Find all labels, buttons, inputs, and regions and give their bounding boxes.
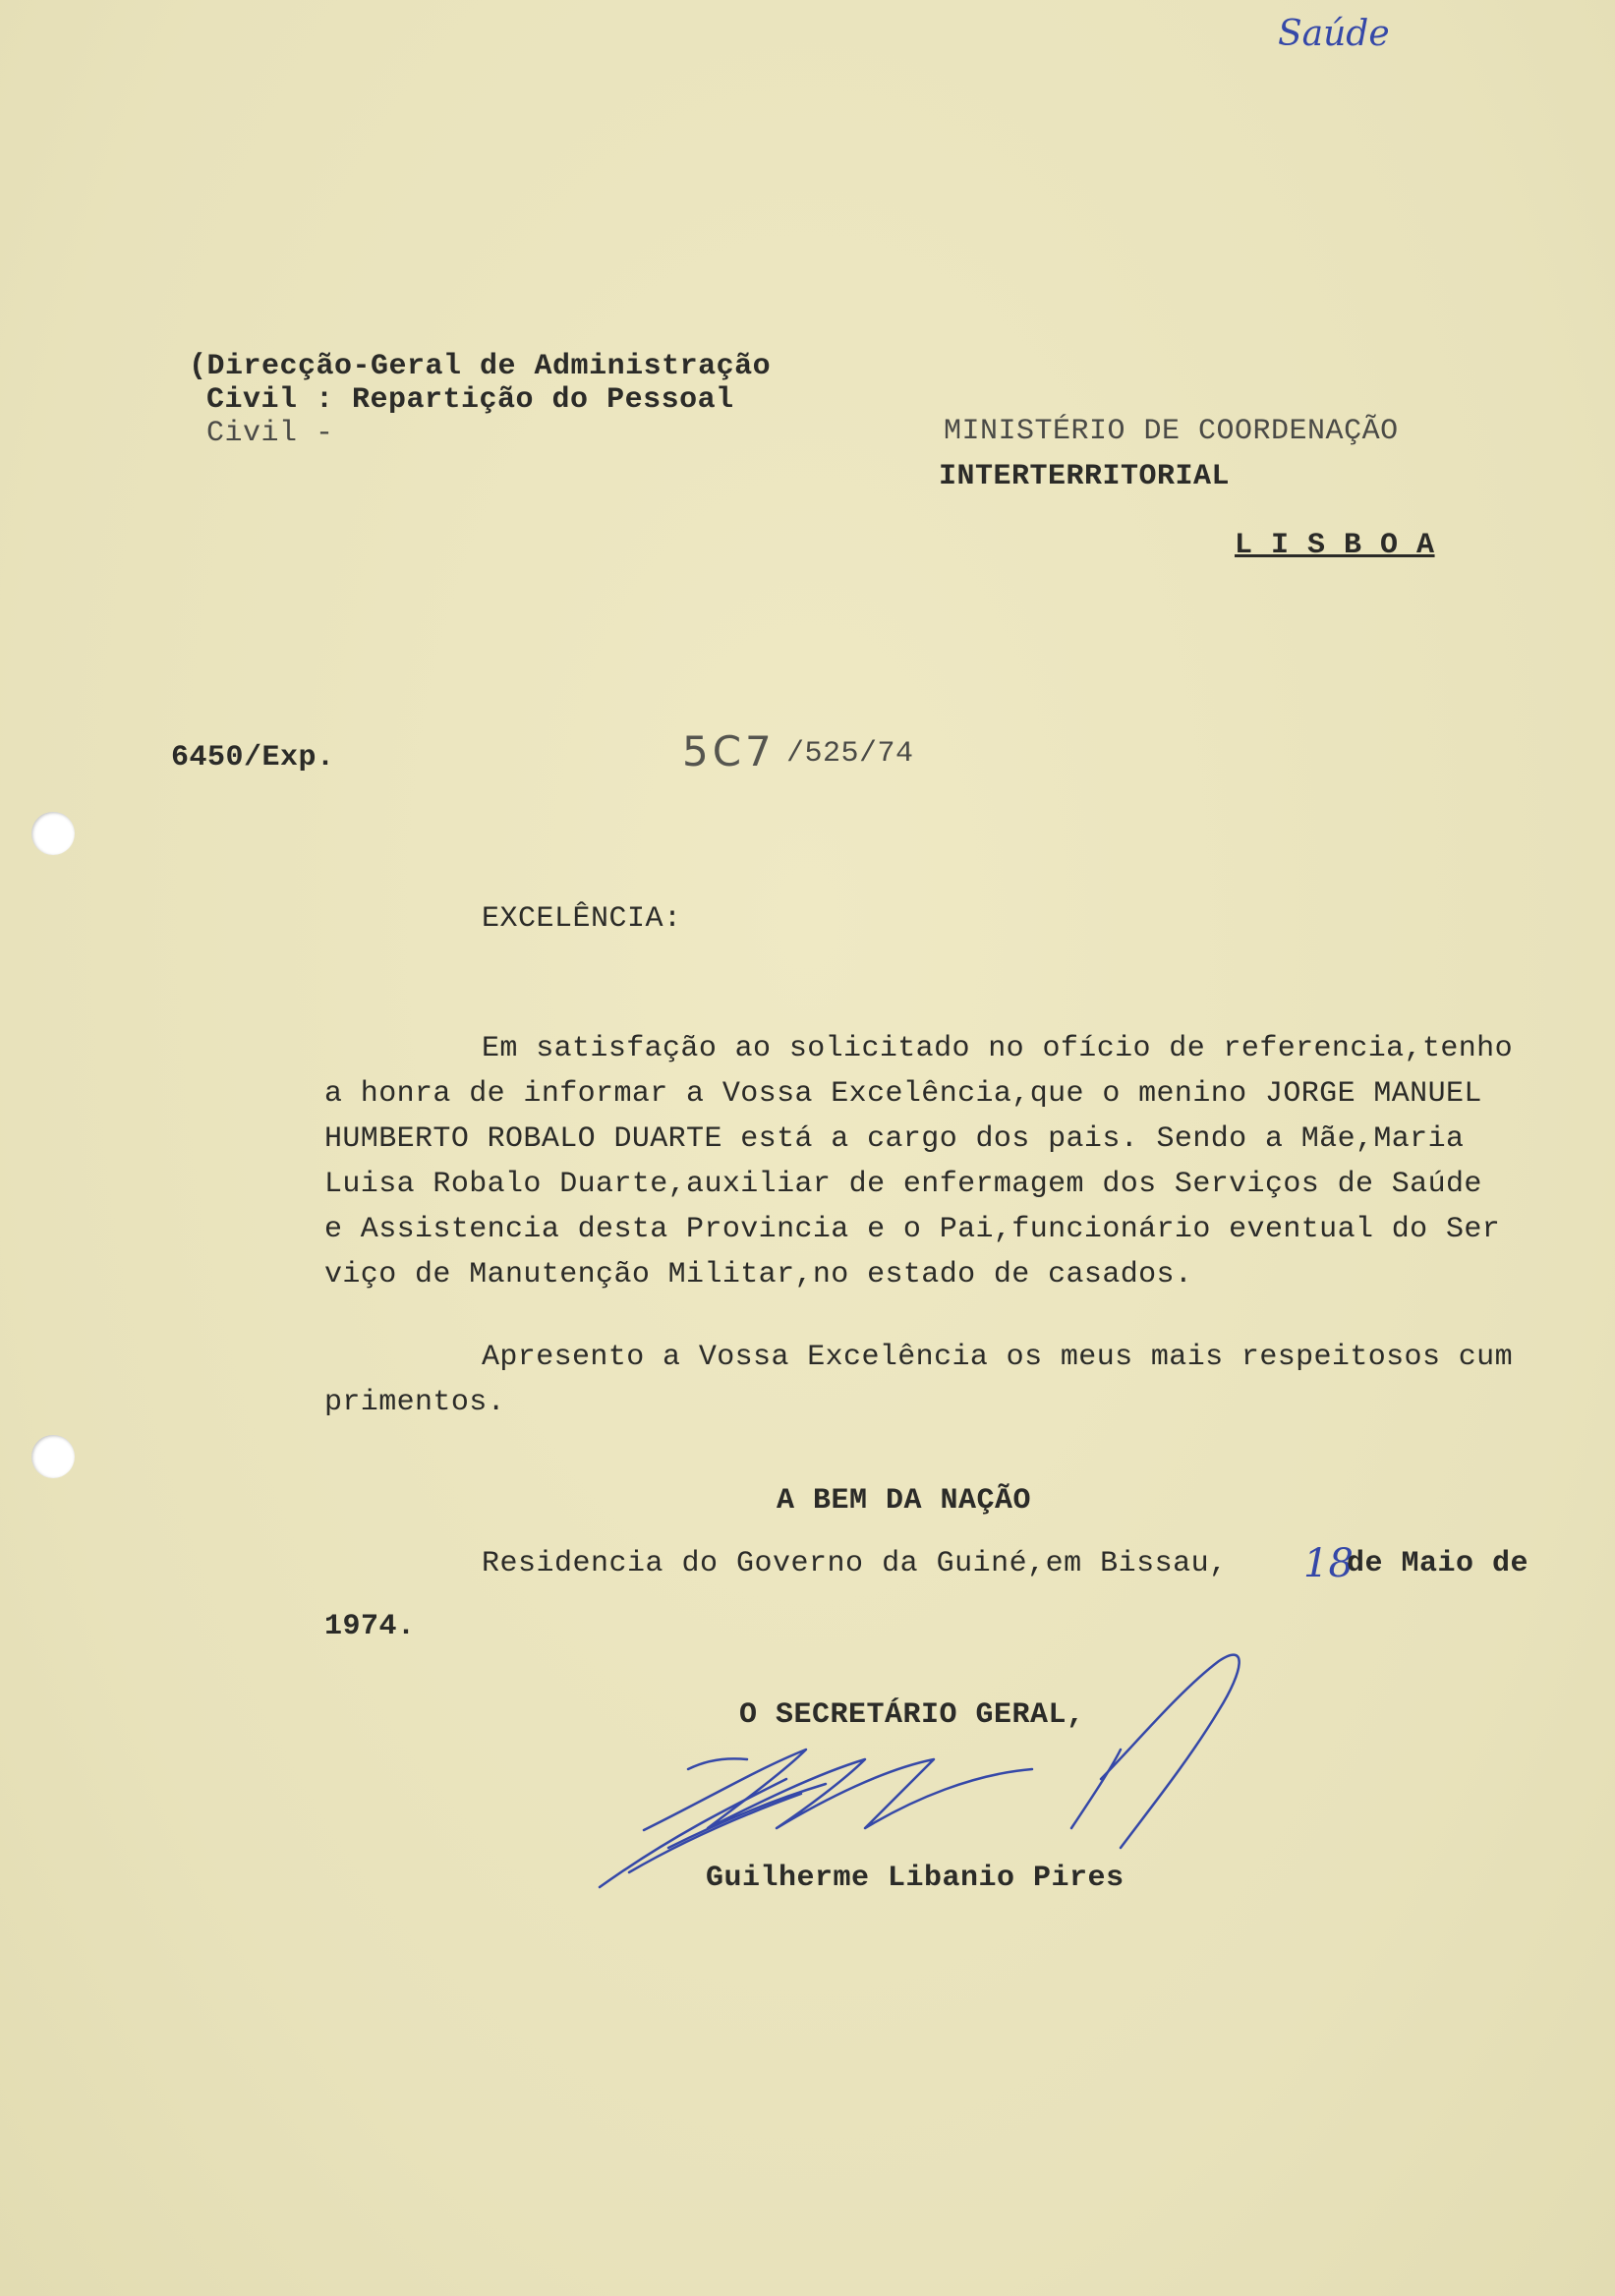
sender-line-2: Civil : Repartição do Pessoal <box>206 383 734 417</box>
salutation: EXCELÊNCIA: <box>482 902 682 936</box>
body-line: Em satisfação ao solicitado no ofício de referencia,tenho <box>482 1032 1513 1065</box>
body-line: a honra de informar a Vossa Excelência,que o menino JORGE MANUEL <box>324 1077 1482 1111</box>
recipient-city: L I S B O A <box>1235 529 1435 562</box>
handwritten-annotation: Saúde <box>1278 14 1390 54</box>
place-date-day: 18 <box>1303 1541 1354 1586</box>
body-line: Luisa Robalo Duarte,auxiliar de enfermagem dos Serviços de Saúde <box>324 1168 1482 1201</box>
closing-line: Apresento a Vossa Excelência os meus mais respeitosos cum <box>482 1341 1513 1374</box>
closing-line: primentos. <box>324 1386 506 1419</box>
signatory-title: O SECRETÁRIO GERAL, <box>739 1698 1085 1732</box>
body-line: viço de Manutenção Militar,no estado de casados. <box>324 1258 1193 1292</box>
reference-typed-number: /525/74 <box>786 737 914 771</box>
place-date-suffix: de Maio de <box>1347 1547 1529 1580</box>
reference-left: 6450/Exp. <box>171 741 335 775</box>
motto: A BEM DA NAÇÃO <box>777 1484 1032 1518</box>
sender-line-1: (Direcção-Geral de Administração <box>189 350 772 383</box>
body-line: e Assistencia desta Provincia e o Pai,funcionário eventual do Ser <box>324 1213 1501 1246</box>
body-line: HUMBERTO ROBALO DUARTE está a cargo dos pais. Sendo a Mãe,Maria <box>324 1122 1465 1156</box>
place-date-prefix: Residencia do Governo da Guiné,em Bissau, <box>482 1547 1228 1580</box>
recipient-line-2: INTERTERRITORIAL <box>939 460 1231 493</box>
place-date-year: 1974. <box>324 1610 416 1643</box>
signatory-name: Guilherme Libanio Pires <box>706 1862 1125 1895</box>
sender-line-3: Civil - <box>206 417 334 450</box>
recipient-line-1: MINISTÉRIO DE COORDENAÇÃO <box>944 415 1399 448</box>
reference-stamped-number: 5C7 <box>682 727 776 775</box>
